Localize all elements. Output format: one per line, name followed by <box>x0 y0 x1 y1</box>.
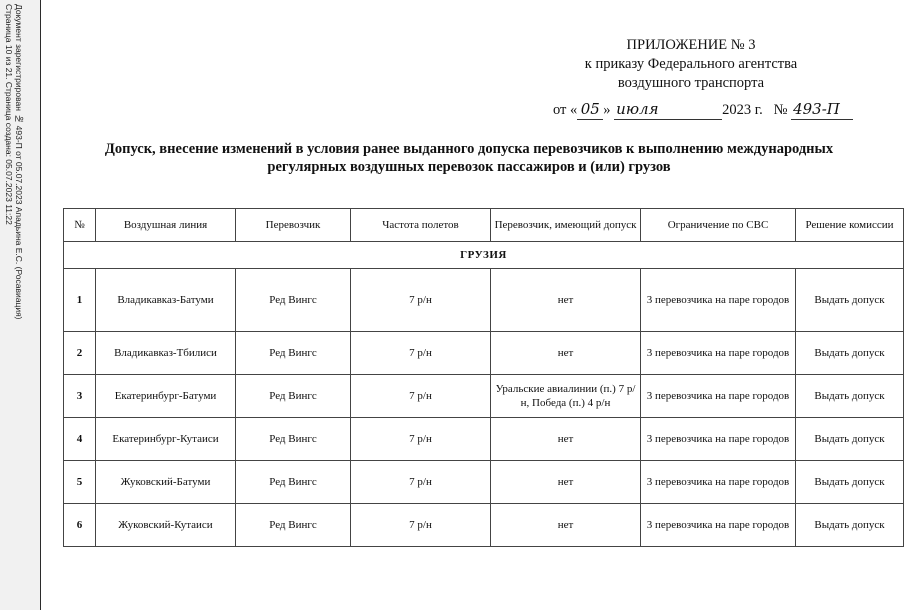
order-month: июля <box>616 100 659 118</box>
row-decision: Выдать допуск <box>796 418 904 461</box>
section-country: ГРУЗИЯ <box>64 242 904 269</box>
col-route-header: Воздушная линия <box>96 209 236 242</box>
row-frequency: 7 р/н <box>351 418 491 461</box>
row-existing-carrier: нет <box>491 269 641 332</box>
appendix-title: ПРИЛОЖЕНИЕ № 3 <box>626 37 756 53</box>
table-row <box>64 375 904 418</box>
row-limit: 3 перевозчика на паре городов <box>641 332 796 375</box>
row-existing-carrier: нет <box>491 332 641 375</box>
row-number: 4 <box>64 418 96 461</box>
row-decision: Выдать допуск <box>796 375 904 418</box>
table-row <box>64 332 904 375</box>
table-row <box>64 418 904 461</box>
row-number: 1 <box>64 269 96 332</box>
col-existing-carrier-header: Перевозчик, имеющий допуск <box>491 209 641 242</box>
row-route: Екатеринбург-Кутаиси <box>96 418 236 461</box>
row-route: Жуковский-Батуми <box>96 461 236 504</box>
appendix-header <box>566 36 816 93</box>
order-quote-close: » <box>603 102 611 118</box>
row-route: Жуковский-Кутаиси <box>96 504 236 547</box>
stamp-line-2: Страница 10 из 21. Страница создана: 05.07.2023 11:22 <box>4 4 14 225</box>
row-decision: Выдать допуск <box>796 504 904 547</box>
table-header-row <box>64 209 904 242</box>
order-month-field <box>614 100 722 120</box>
row-number: 5 <box>64 461 96 504</box>
row-limit: 3 перевозчика на паре городов <box>641 375 796 418</box>
col-number-header: № <box>64 209 96 242</box>
col-carrier-header: Перевозчик <box>236 209 351 242</box>
row-frequency: 7 р/н <box>351 332 491 375</box>
row-frequency: 7 р/н <box>351 461 491 504</box>
admission-table <box>63 208 904 547</box>
row-route: Екатеринбург-Батуми <box>96 375 236 418</box>
stamp-line-1: Документ зарегистрирован № 493-П от 05.07.2023 Ападьина Е.С. (Росавиация) <box>14 4 24 320</box>
document-title: Допуск, внесение изменений в условия ранее выданного допуска перевозчиков к выполнению международных регулярных воздушных перевозок пассажиров и (или) грузов <box>104 141 834 175</box>
col-decision-header: Решение комиссии <box>796 209 904 242</box>
order-number-field <box>791 100 853 120</box>
row-carrier: Ред Вингс <box>236 461 351 504</box>
row-existing-carrier: нет <box>491 418 641 461</box>
row-carrier: Ред Вингс <box>236 269 351 332</box>
row-carrier: Ред Вингс <box>236 332 351 375</box>
row-frequency: 7 р/н <box>351 375 491 418</box>
row-existing-carrier: нет <box>491 461 641 504</box>
appendix-line-2: к приказу Федерального агентства <box>584 56 798 72</box>
row-number: 6 <box>64 504 96 547</box>
row-frequency: 7 р/н <box>351 269 491 332</box>
order-date-line <box>553 100 853 120</box>
row-decision: Выдать допуск <box>796 269 904 332</box>
row-limit: 3 перевозчика на паре городов <box>641 504 796 547</box>
order-day: 05 <box>580 100 600 118</box>
order-from-label: от « <box>553 102 578 118</box>
order-number: 493-П <box>793 100 840 118</box>
order-number-label: № <box>773 102 788 118</box>
row-route: Владикавказ-Тбилиси <box>96 332 236 375</box>
row-existing-carrier: нет <box>491 504 641 547</box>
row-decision: Выдать допуск <box>796 332 904 375</box>
col-limit-header: Ограничение по СВС <box>641 209 796 242</box>
row-limit: 3 перевозчика на паре городов <box>641 269 796 332</box>
col-frequency-header: Частота полетов <box>351 209 491 242</box>
row-decision: Выдать допуск <box>796 461 904 504</box>
table-row <box>64 269 904 332</box>
table-section-row <box>64 242 904 269</box>
row-number: 2 <box>64 332 96 375</box>
row-carrier: Ред Вингс <box>236 375 351 418</box>
table-row <box>64 461 904 504</box>
row-carrier: Ред Вингс <box>236 418 351 461</box>
registration-sidebar <box>0 0 41 610</box>
row-limit: 3 перевозчика на паре городов <box>641 418 796 461</box>
registration-stamp <box>4 4 24 320</box>
row-frequency: 7 р/н <box>351 504 491 547</box>
order-year: 2023 г. <box>722 102 763 118</box>
table-row <box>64 504 904 547</box>
row-limit: 3 перевозчика на паре городов <box>641 461 796 504</box>
row-route: Владикавказ-Батуми <box>96 269 236 332</box>
order-day-field <box>577 100 603 120</box>
row-carrier: Ред Вингс <box>236 504 351 547</box>
row-existing-carrier: Уральские авиалинии (п.) 7 р/н, Победа (п.) 4 р/н <box>491 375 641 418</box>
appendix-line-3: воздушного транспорта <box>617 75 765 91</box>
row-number: 3 <box>64 375 96 418</box>
